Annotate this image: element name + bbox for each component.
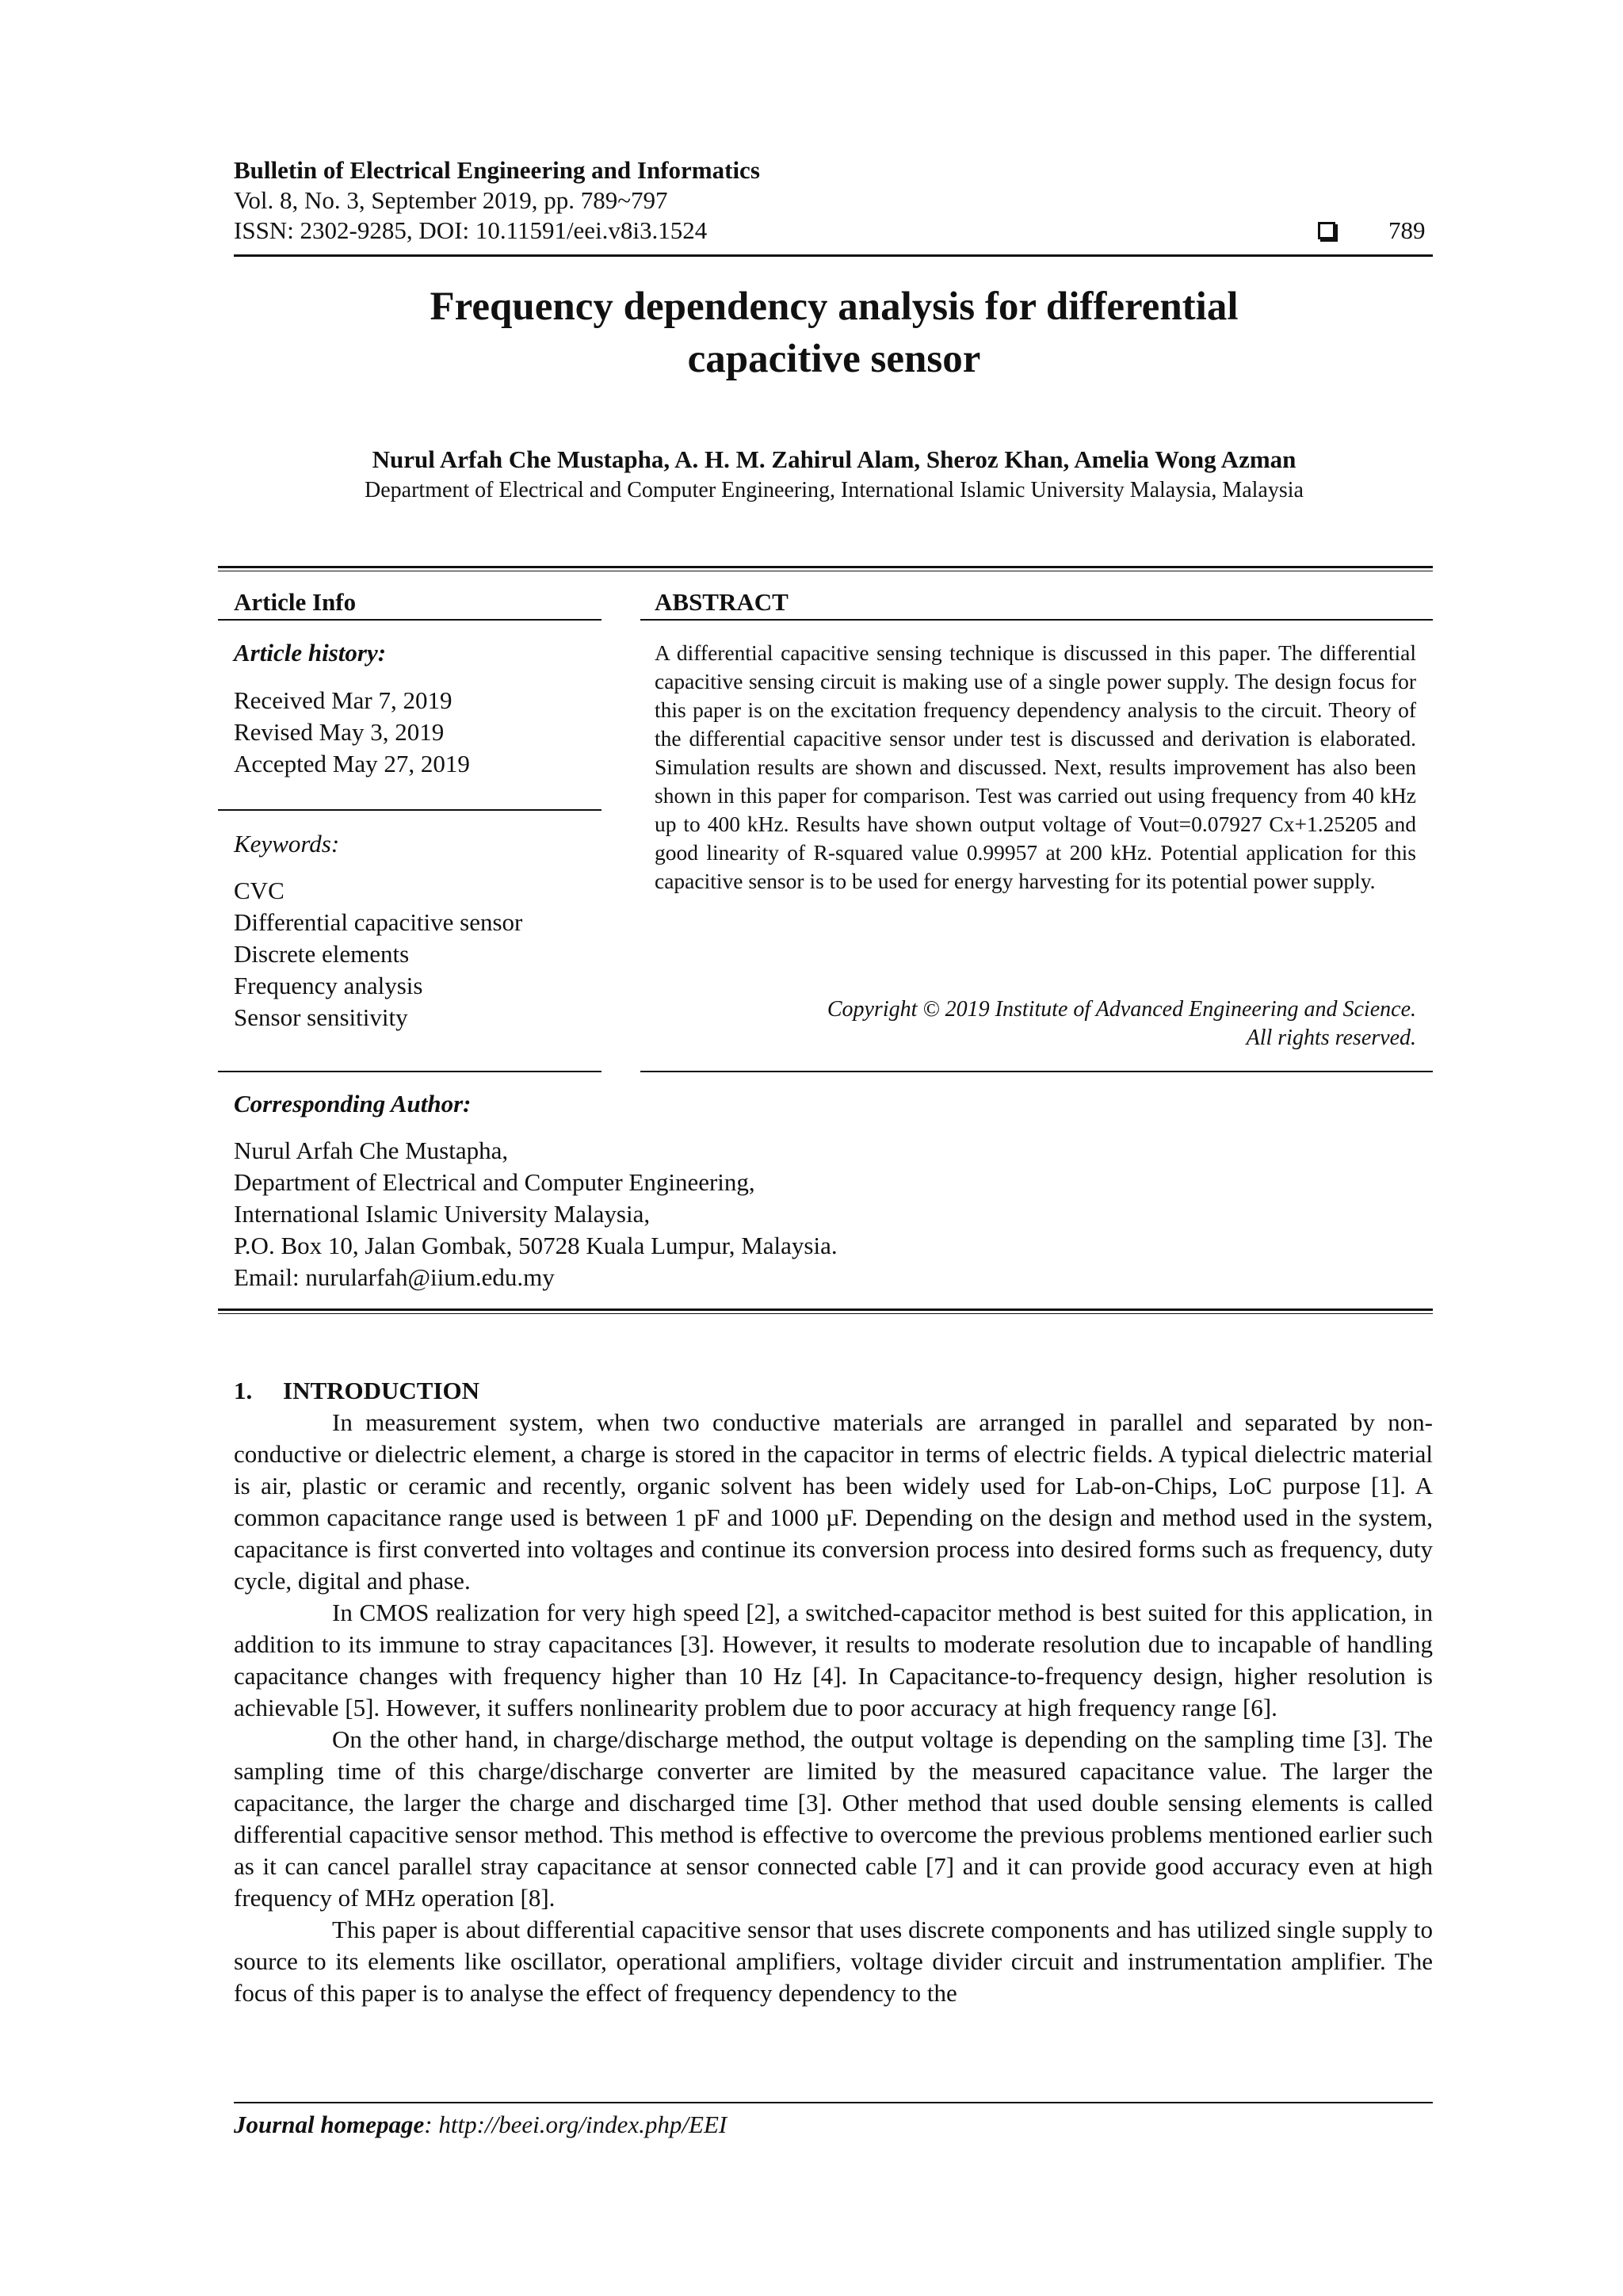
paper-title — [234, 281, 1434, 385]
keyword-list — [234, 875, 522, 1033]
paragraph: This paper is about differential capacitive sensor that uses discrete components and has utilized single supply to source to its elements like oscillator, operational amplifiers, voltage divider circuit and instrumentation amplifier. The focus of this paper is to analyse the effect of frequency dependency to the — [234, 1916, 1433, 2007]
corresponding-line: Department of Electrical and Computer Engineering, — [234, 1168, 755, 1196]
history-accepted: Accepted May 27, 2019 — [234, 750, 470, 777]
info-bottom-rule-left — [218, 1071, 601, 1072]
footer-rule — [234, 2102, 1433, 2103]
copyright-line-2: All rights reserved. — [1246, 1026, 1416, 1050]
abstract-heading: ABSTRACT — [655, 588, 789, 616]
corresponding-bottom-rule-2 — [218, 1313, 1433, 1314]
volume-line: Vol. 8, No. 3, September 2019, pp. 789~797 — [234, 186, 668, 214]
corresponding-line: P.O. Box 10, Jalan Gombak, 50728 Kuala Lumpur, Malaysia. — [234, 1232, 838, 1259]
keywords-rule — [218, 809, 601, 811]
article-info-heading: Article Info — [234, 588, 357, 616]
paragraph: In CMOS realization for very high speed [2], a switched-capacitor method is best suited for this application, in addition to its immune to stray capacitances [3]. However, it results to moderate resolution due to incapable of handling capacitance changes with frequency higher than 10 Hz [4]. In Capacitance-to-frequency design, higher resolution is achievable [5]. However, it suffers nonlinearity problem due to poor accuracy at high frequency range [6]. — [234, 1599, 1433, 1721]
corresponding-line: Nurul Arfah Che Mustapha, — [234, 1137, 509, 1164]
history-list — [234, 685, 470, 780]
page-number: 789 — [1388, 216, 1426, 244]
checkbox-square-icon — [1318, 222, 1335, 239]
keyword-item: Discrete elements — [234, 940, 410, 968]
header-rule — [234, 254, 1433, 257]
copyright-notice — [655, 995, 1416, 1052]
paragraph: On the other hand, in charge/discharge method, the output voltage is depending on the sampling time [3]. The sampling time of this charge/discharge converter are limited by the measured capacitance value. The larger the capacitance, the larger the charge and discharged time [3]. Other method that used double sensing elements is called differential capacitive sensor method. This method is effective to overcome the previous problems mentioned earlier such as it can cancel parallel stray capacitance at sensor connected cable [7] and it can provide good accuracy even at high frequency of MHz operation [8]. — [234, 1725, 1433, 1912]
corresponding-address — [234, 1135, 838, 1293]
info-top-rule — [218, 566, 1433, 568]
article-info-rule — [218, 619, 601, 621]
title-line-2: capacitive sensor — [687, 337, 981, 381]
affiliation: Department of Electrical and Computer Engineering, International Islamic University Malaysia, Malaysia — [365, 478, 1304, 502]
footer-label: Journal homepage — [234, 2111, 425, 2138]
introduction-heading: 1. INTRODUCTION — [234, 1377, 480, 1404]
corresponding-bottom-rule — [218, 1308, 1433, 1311]
corresponding-email: Email: nurularfah@iium.edu.my — [234, 1263, 555, 1291]
keyword-item: Frequency analysis — [234, 972, 423, 999]
info-bottom-rule-right — [640, 1071, 1433, 1072]
keyword-item: Sensor sensitivity — [234, 1003, 408, 1031]
corresponding-heading: Corresponding Author: — [234, 1090, 472, 1117]
journal-name: Bulletin of Electrical Engineering and Informatics — [234, 156, 760, 184]
history-revised: Revised May 3, 2019 — [234, 718, 445, 746]
introduction-body — [234, 1407, 1433, 2009]
history-heading: Article history: — [234, 639, 387, 667]
history-received: Received Mar 7, 2019 — [234, 686, 453, 714]
abstract-rule — [640, 619, 1433, 621]
keyword-item: CVC — [234, 877, 285, 904]
issn-line: ISSN: 2302-9285, DOI: 10.11591/eei.v8i3.1524 — [234, 216, 708, 244]
paragraph: In measurement system, when two conductive materials are arranged in parallel and separated by non-conductive or dielectric element, a charge is stored in the capacitor in terms of electric fields. A typical dielectric material is air, plastic or ceramic and recently, organic solvent has been widely used for Lab-on-Chips, LoC purpose [1]. A common capacitance range used is between 1 pF and 1000 µF. Depending on the design and method used in the system, capacitance is first converted into voltages and continue its conversion process into desired forms such as frequency, duty cycle, digital and phase. — [234, 1408, 1433, 1595]
journal-homepage-link[interactable]: : http://beei.org/index.php/EEI — [424, 2111, 727, 2138]
keyword-item: Differential capacitive sensor — [234, 908, 523, 936]
abstract-text: A differential capacitive sensing technique is discussed in this paper. The differential capacitive sensing circuit is making use of a single power supply. The design focus for this paper is on the excitation frequency dependency analysis to the circuit. Theory of the differential capacitive sensor under test is discussed and derivation is elaborated. Simulation results are shown and discussed. Next, results improvement has also been shown in this paper for comparison. Test was carried out using frequency from 40 kHz up to 400 kHz. Results have shown output voltage of Vout=0.07927 Cx+1.25205 and good linearity of R-squared value 0.99957 at 200 kHz. Potential application for this capacitive sensor is to be used for energy harvesting for its potential power supply. — [655, 640, 1416, 893]
footer — [234, 2109, 727, 2141]
author-list: Nurul Arfah Che Mustapha, A. H. M. Zahirul Alam, Sheroz Khan, Amelia Wong Azman — [372, 445, 1296, 473]
title-line-1: Frequency dependency analysis for differential — [430, 285, 1239, 329]
copyright-line-1: Copyright © 2019 Institute of Advanced Engineering and Science. — [827, 997, 1416, 1022]
keywords-heading: Keywords: — [234, 830, 340, 858]
corresponding-line: International Islamic University Malaysia, — [234, 1200, 651, 1228]
